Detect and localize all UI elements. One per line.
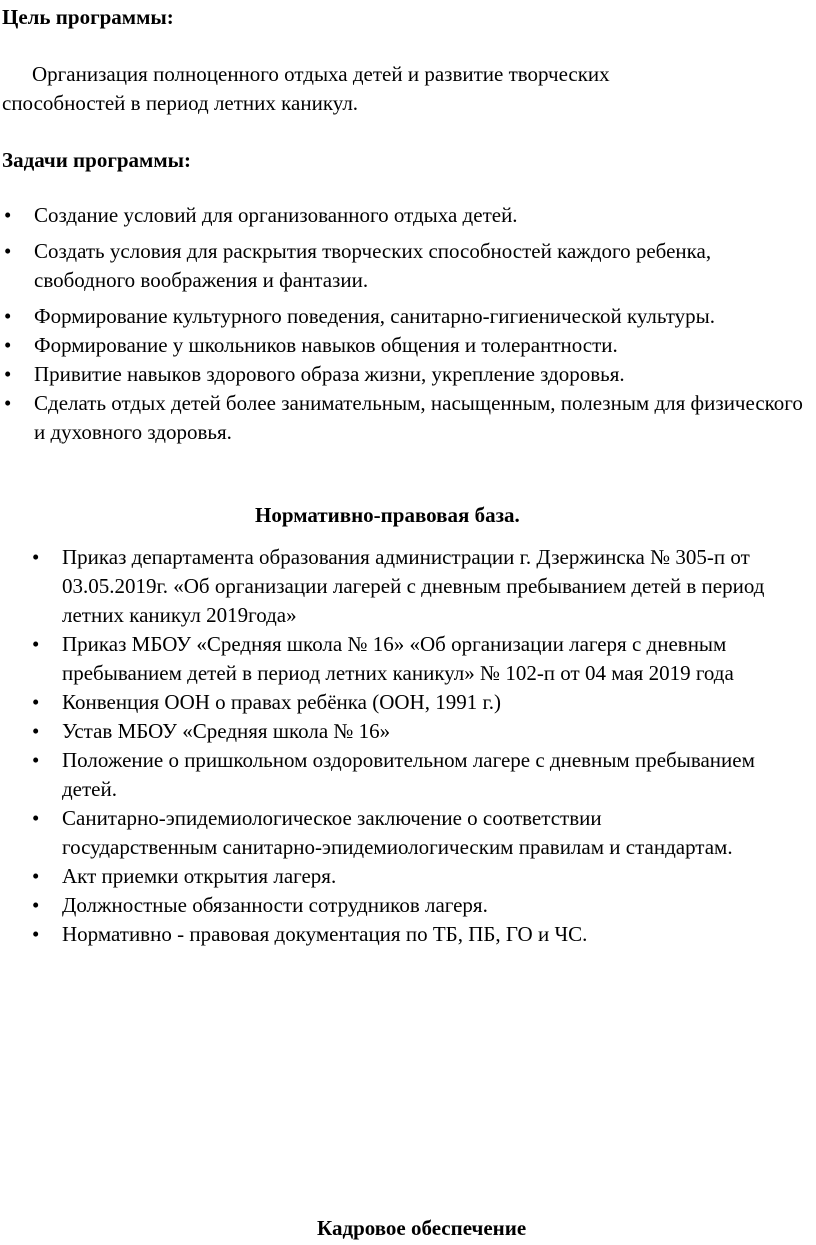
bullet-icon: • (32, 719, 40, 743)
list-item-text: Формирование культурного поведения, санитарно-гигиенической культуры. (34, 304, 715, 328)
list-item (2, 360, 816, 389)
bullet-icon: • (32, 748, 40, 772)
bullet-icon: • (4, 203, 12, 227)
list-item (30, 862, 816, 891)
bullet-icon: • (32, 632, 40, 656)
list-item (30, 920, 816, 949)
bullet-icon: • (32, 690, 40, 714)
bullet-icon: • (4, 391, 12, 415)
list-item (2, 302, 816, 331)
bullet-icon: • (4, 304, 12, 328)
list-item-text: Должностные обязанности сотрудников лагеря. (62, 893, 488, 917)
list-item (2, 201, 816, 230)
bullet-icon: • (4, 239, 12, 263)
list-item (30, 717, 816, 746)
goal-paragraph: Организация полноценного отдыха детей и развитие творческих способностей в период летних каникул. (2, 62, 610, 115)
tasks-list (2, 201, 816, 454)
list-item (30, 630, 816, 688)
list-item (2, 389, 816, 447)
list-item-text: Устав МБОУ «Средняя школа № 16» (62, 719, 391, 743)
list-item (2, 237, 816, 295)
list-item (30, 688, 816, 717)
bullet-icon: • (4, 333, 12, 357)
list-item-text: Формирование у школьников навыков общения и толерантности. (34, 333, 618, 357)
bullet-icon: • (32, 545, 40, 569)
bullet-icon: • (32, 922, 40, 946)
tasks-heading: Задачи программы: (2, 148, 192, 172)
bullet-icon: • (32, 864, 40, 888)
bullet-icon: • (32, 893, 40, 917)
list-item-text: Создать условия для раскрытия творческих способностей каждого ребенка, свободного воображения и фантазии. (34, 239, 712, 292)
list-item (30, 804, 816, 862)
staffing-heading: Кадровое обеспечение (317, 1216, 527, 1240)
list-item-text: Приказ МБОУ «Средняя школа № 16» «Об организации лагеря с дневным пребыванием детей в период летних каникул» № 102-п от 04 мая 2019 года (62, 632, 734, 685)
list-item-text: Акт приемки открытия лагеря. (62, 864, 337, 888)
list-item (2, 331, 816, 360)
legal-base-list (30, 543, 816, 949)
bullet-icon: • (4, 362, 12, 386)
list-item (30, 543, 816, 630)
goal-heading: Цель программы: (2, 5, 174, 29)
legal-base-heading: Нормативно-правовая база. (255, 503, 520, 527)
list-item-text: Санитарно-эпидемиологическое заключение о соответствии государственным санитарно-эпидемиологическим правилам и стандартам. (62, 806, 733, 859)
list-item (30, 891, 816, 920)
bullet-icon: • (32, 806, 40, 830)
list-item-text: Создание условий для организованного отдыха детей. (34, 203, 518, 227)
list-item-text: Положение о пришкольном оздоровительном лагере с дневным пребыванием детей. (62, 748, 755, 801)
list-item-text: Конвенция ООН о правах ребёнка (ООН, 1991 г.) (62, 690, 501, 714)
list-item-text: Привитие навыков здорового образа жизни, укрепление здоровья. (34, 362, 625, 386)
list-item (30, 746, 816, 804)
list-item-text: Приказ департамента образования администрации г. Дзержинска № 305-п от 03.05.2019г. «Об организации лагерей с дневным пребыванием детей в период летних каникул 2019года» (62, 545, 765, 627)
list-item-text: Нормативно - правовая документация по ТБ, ПБ, ГО и ЧС. (62, 922, 588, 946)
list-item-text: Сделать отдых детей более занимательным, насыщенным, полезным для физического и духовного здоровья. (34, 391, 803, 444)
